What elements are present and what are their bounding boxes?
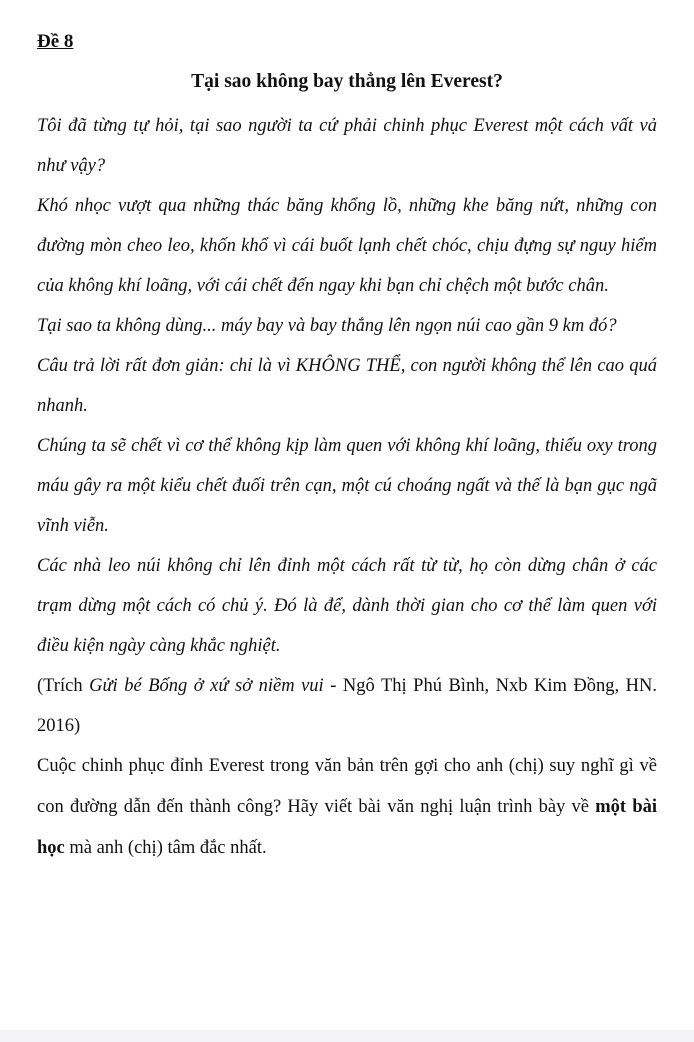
- document-content: [37, 24, 657, 869]
- passage-paragraph-6: Các nhà leo núi không chỉ lên đỉnh một cách rất từ từ, họ còn dừng chân ở các trạm dừng một cách có chủ ý. Đó là để, dành thời gian cho cơ thể làm quen với điều kiện ngày càng khắc nghiệt.: [37, 556, 657, 656]
- passage-paragraph-5: Chúng ta sẽ chết vì cơ thể không kịp làm quen với không khí loãng, thiếu oxy trong máu gây ra một kiểu chết đuối trên cạn, một cú choáng ngất và thế là bạn gục ngã vĩnh viễn.: [37, 436, 657, 536]
- citation-prefix: (Trích: [37, 676, 90, 696]
- passage-title: Tại sao không bay thẳng lên Everest?: [191, 71, 503, 92]
- exam-label: Đề 8: [37, 31, 74, 52]
- passage-paragraph-4: Câu trả lời rất đơn giản: chỉ là vì KHÔNG THỂ, con người không thể lên cao quá nhanh.: [37, 356, 657, 416]
- question-text-before: Cuộc chinh phục đỉnh Everest trong văn bản trên gợi cho anh (chị) suy nghĩ gì về con đường dẫn đến thành công? Hãy viết bài văn nghị luận trình bày về: [37, 756, 657, 817]
- passage-paragraph-2: Khó nhọc vượt qua những thác băng khổng lồ, những khe băng nứt, những con đường mòn cheo leo, khốn khổ vì cái buốt lạnh chết chóc, chịu đựng sự nguy hiểm của không khí loãng, với cái chết đến ngay khi bạn chỉ chệch một bước chân.: [37, 196, 657, 296]
- citation: [37, 666, 657, 746]
- page-bottom-strip: [0, 1030, 694, 1042]
- passage-paragraph-3: Tại sao ta không dùng... máy bay và bay thẳng lên ngọn núi cao gần 9 km đó?: [37, 316, 617, 336]
- question-text-after: mà anh (chị) tâm đắc nhất.: [64, 838, 267, 858]
- passage-paragraph-1: Tôi đã từng tự hỏi, tại sao người ta cứ phải chinh phục Everest một cách vất vả như vậy?: [37, 116, 657, 176]
- citation-work: Gửi bé Bống ở xứ sở niềm vui: [89, 676, 324, 696]
- essay-question: [37, 746, 657, 869]
- citation-suffix: - Ngô Thị Phú Bình, Nxb Kim Đồng, HN. 2016): [37, 676, 657, 736]
- question-emphasis: một bài học: [37, 797, 658, 858]
